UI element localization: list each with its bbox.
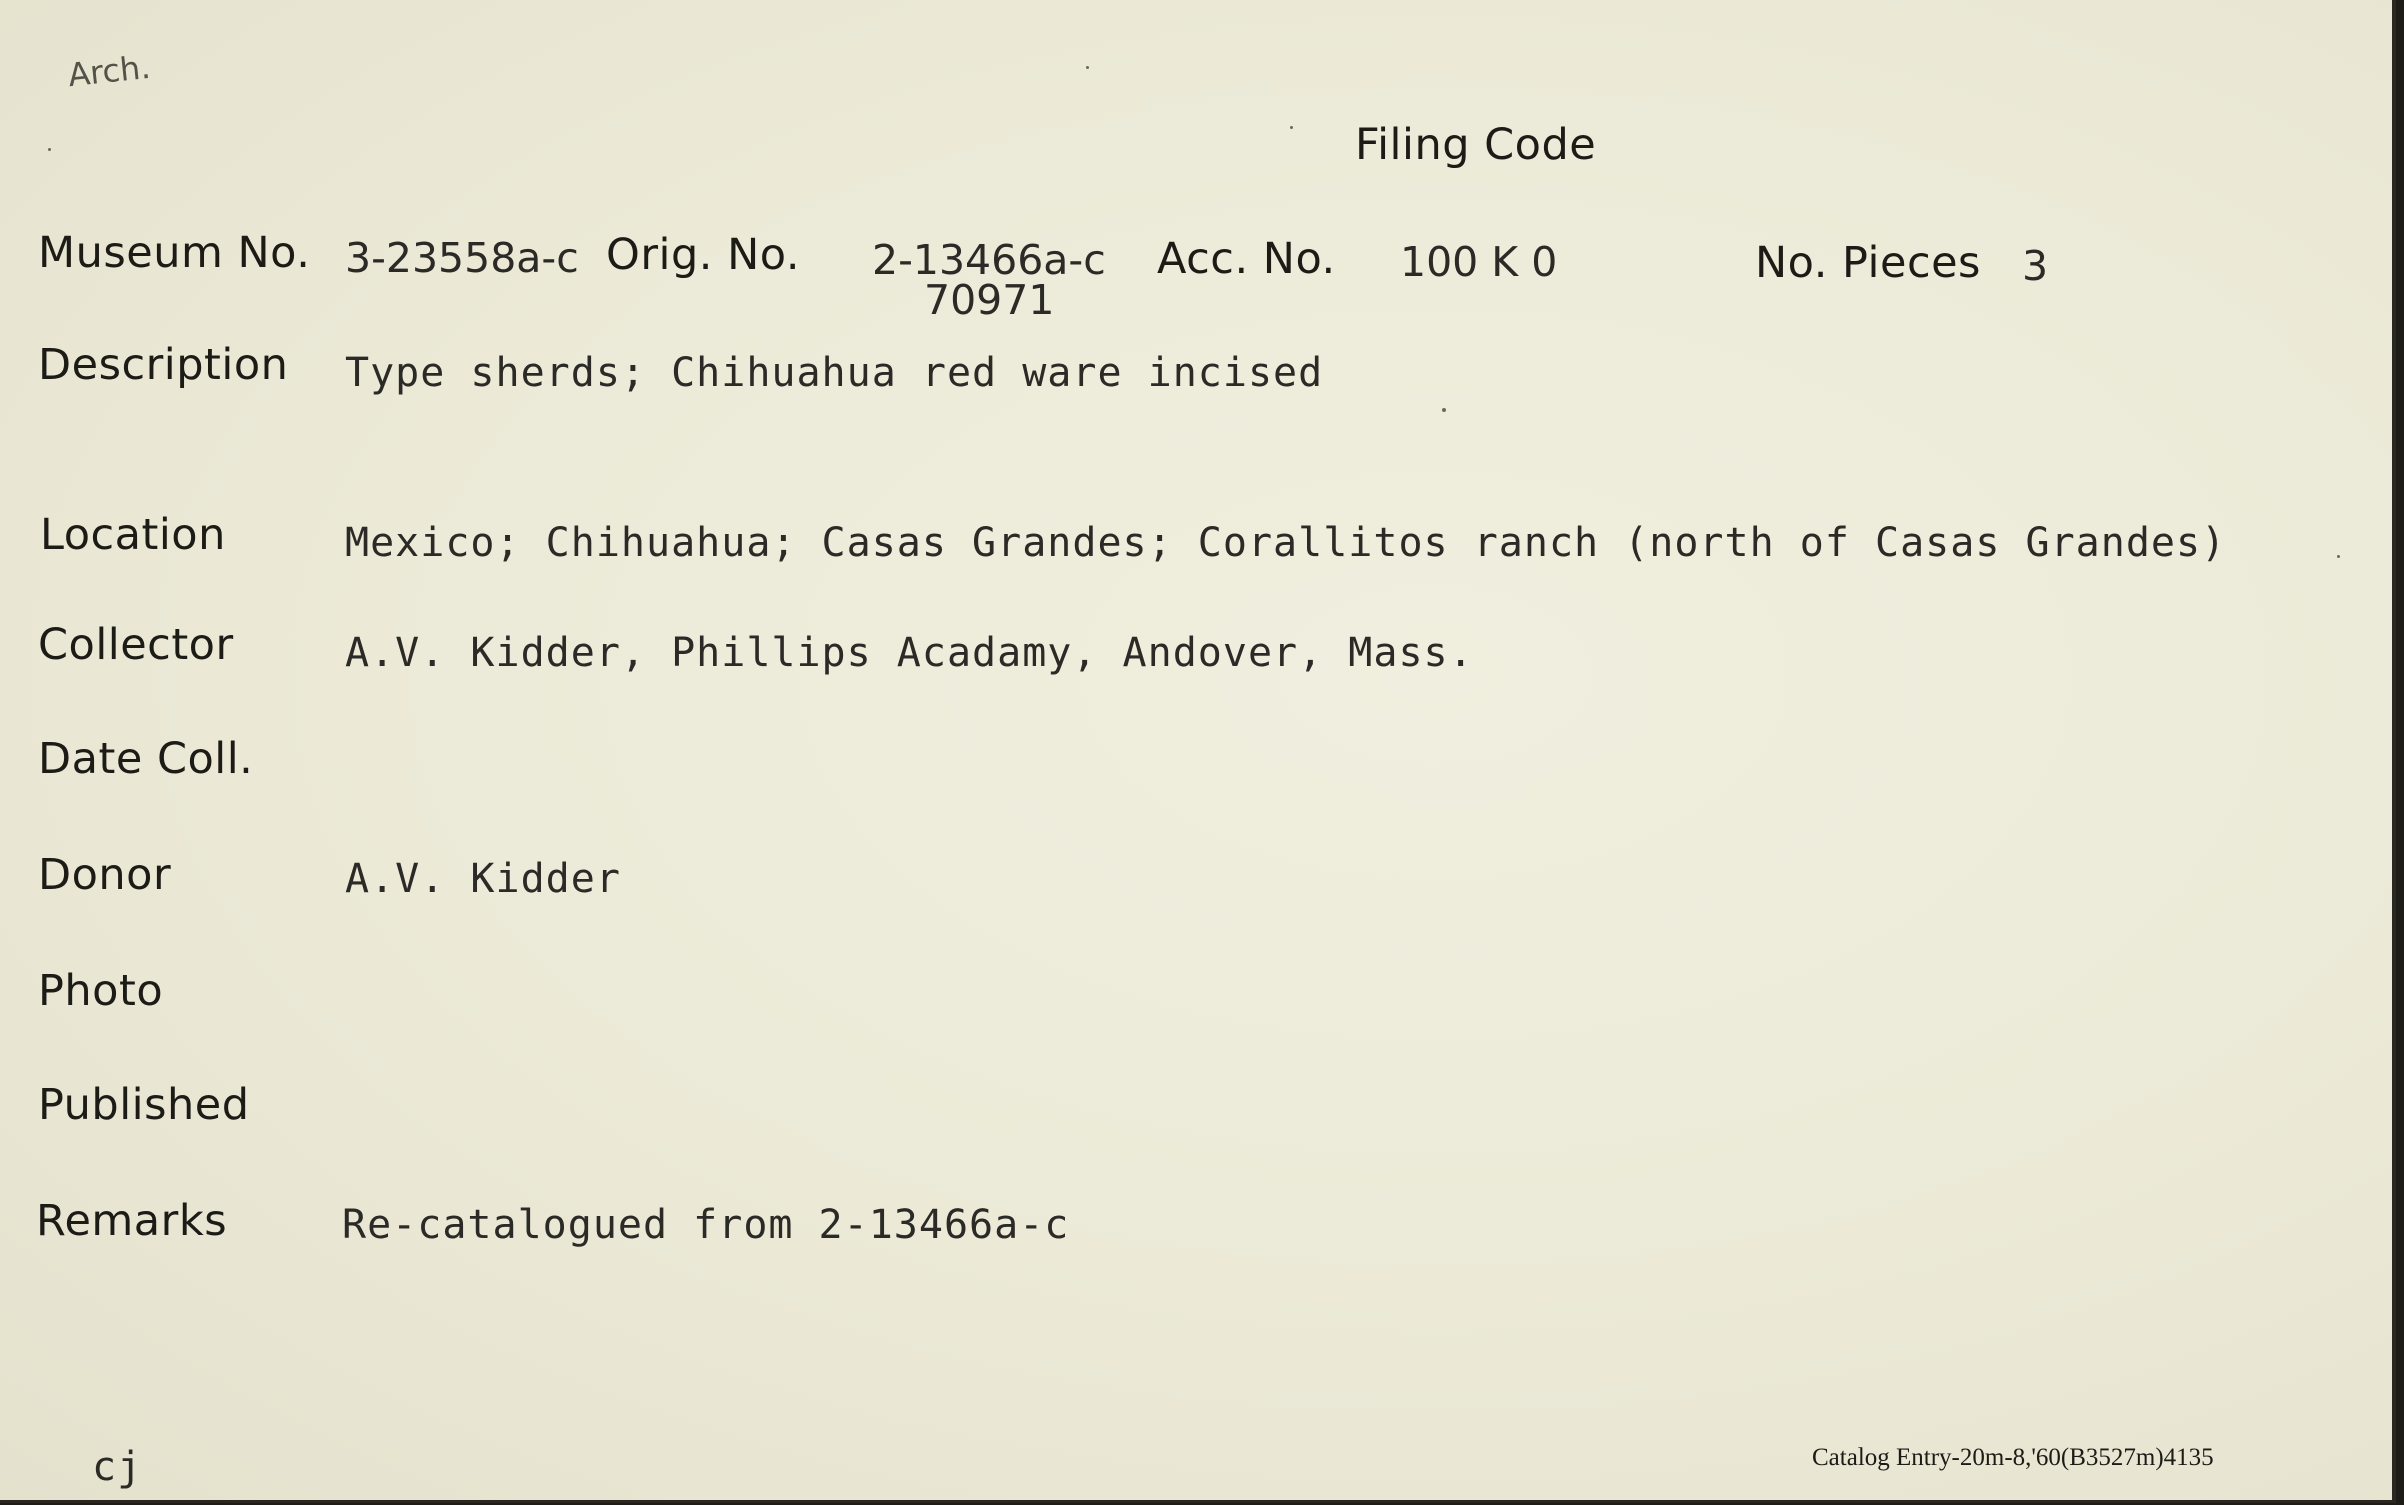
orig-no-value: 2-13466a-c (872, 236, 1106, 284)
paper-speck (1442, 408, 1446, 412)
paper-speck (2337, 555, 2340, 558)
museum-no-value: 3-23558a-c (345, 234, 579, 282)
orig-no-label: Orig. No. (606, 230, 800, 280)
location-label: Location (40, 510, 226, 560)
no-pieces-label: No. Pieces (1755, 238, 1981, 288)
description-value: Type sherds; Chihuahua red ware incised (345, 350, 1324, 396)
footer-print: Catalog Entry-20m-8,'60(B3527m)4135 (1812, 1444, 2214, 1471)
description-label: Description (38, 340, 289, 390)
handwritten-note: Arch. (66, 47, 153, 95)
donor-value: A.V. Kidder (345, 856, 621, 902)
donor-label: Donor (38, 850, 172, 900)
acc-no-value: 100 K 0 (1400, 238, 1558, 286)
initials: cj (92, 1444, 143, 1490)
collector-label: Collector (38, 620, 234, 670)
paper-speck (1290, 126, 1293, 129)
paper-speck (48, 148, 51, 151)
photo-label: Photo (38, 966, 164, 1016)
no-pieces-value: 3 (2022, 242, 2049, 290)
museum-no-label: Museum No. (38, 228, 311, 278)
remarks-value: Re-catalogued from 2-13466a-c (342, 1202, 1070, 1248)
location-value: Mexico; Chihuahua; Casas Grandes; Corallitos ranch (north of Casas Grandes) (345, 520, 2227, 566)
remarks-label: Remarks (36, 1196, 228, 1246)
collector-value: A.V. Kidder, Phillips Acadamy, Andover, Mass. (345, 630, 1474, 676)
acc-no-label: Acc. No. (1157, 234, 1336, 284)
orig-no-value-line2: 70971 (924, 276, 1055, 324)
paper-speck (1086, 66, 1089, 69)
published-label: Published (38, 1080, 250, 1130)
filing-code-label: Filing Code (1355, 120, 1597, 170)
date-coll-label: Date Coll. (38, 734, 254, 784)
